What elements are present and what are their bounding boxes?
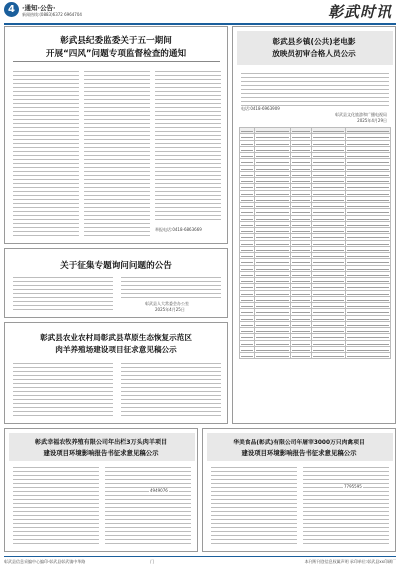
notice-projectionist-date: 2025年4月29日 (357, 118, 387, 123)
notice-inquiry-date: 2025年4月25日 (155, 307, 185, 312)
notice-inquiry-col2 (121, 277, 221, 301)
notice-inspection-title-1: 彰武县纪委监委关于五一期间 (60, 36, 172, 46)
notice-mutton-col1 (13, 467, 99, 547)
notice-projectionist-title-1: 彰武县乡镇(公共)老电影 (272, 37, 356, 46)
footer-mid: 门 (150, 559, 154, 564)
section-label: ·通知·公告· (22, 4, 56, 12)
page-number: 4 (4, 2, 19, 17)
title-divider (13, 61, 220, 62)
notice-mutton-title-1: 彰武幸福农牧养殖有限公司年出栏3万头肉羊项目 (34, 439, 168, 446)
notice-sheep-farm-title-2: 肉羊养殖场建设项目征求意见稿公示 (55, 345, 177, 354)
notice-poultry-project (202, 428, 396, 552)
notice-mutton-project (4, 428, 198, 552)
candidate-table (239, 127, 391, 359)
notice-poultry-col1 (211, 467, 297, 547)
notice-poultry-phone: 7795595 (344, 484, 362, 489)
notice-poultry-title-1: 华美食品(彰武)有限公司年屠宰3000万只肉禽项目 (233, 440, 365, 446)
footer-rule (4, 556, 396, 557)
body-column-1 (13, 71, 79, 239)
body-column-2 (84, 71, 150, 239)
body-column-3 (155, 71, 221, 223)
notice-inquiry-footer: 彰武县人大常委会办公室 (145, 301, 189, 306)
header-hotline: 新闻热线:(0883)6372 6964704 (22, 12, 82, 17)
notice-inspection (4, 26, 228, 244)
notice-mutton-col2 (105, 467, 191, 547)
notice-inquiry-title: 关于征集专题询问问题的公告 (60, 261, 172, 271)
notice-mutton-phone: 4949076 (150, 488, 168, 493)
notice-projectionist-title-2: 放映员初审合格人员公示 (272, 49, 356, 58)
notice-poultry-title-2: 建设项目环境影响报告书征求意见稿公示 (241, 449, 357, 457)
masthead: 彰武时讯 (327, 3, 392, 21)
notice-mutton-title-2: 建设项目环境影响报告书征求意见稿公示 (43, 449, 159, 457)
notice-projectionist-intro (241, 73, 389, 109)
notice-projectionist (232, 26, 396, 424)
candidate-grid (239, 127, 391, 359)
table-row (240, 353, 391, 359)
notice-sheep-farm-col1 (13, 363, 113, 419)
notice-inquiry (4, 248, 228, 318)
notice-sheep-farm (4, 322, 228, 424)
notice-poultry-col2 (303, 467, 389, 547)
report-phone: 举报电话:0418-6863669 (155, 227, 202, 232)
notice-sheep-farm-title-1: 彰武县农业农村局彰武县草原生态恢复示范区 (40, 333, 192, 342)
notice-inspection-title-2: 开展“四风”问题专项监督检查的通知 (45, 49, 187, 59)
notice-inquiry-col1 (13, 277, 113, 313)
notice-projectionist-org: 彰武县文化旅游和广播电视局 (335, 112, 387, 117)
header-rule (4, 23, 396, 25)
notice-projectionist-phone: 电话:0418-6963909 (241, 106, 280, 111)
notice-sheep-farm-col2 (121, 363, 221, 419)
footer-right: 本刊所刊登信息权属声明 承印单位:彰武县xx印刷厂 (304, 559, 396, 564)
footer-left: 彰武县信息采编中心编印·彰武县彰武镇中华路 (4, 559, 86, 564)
